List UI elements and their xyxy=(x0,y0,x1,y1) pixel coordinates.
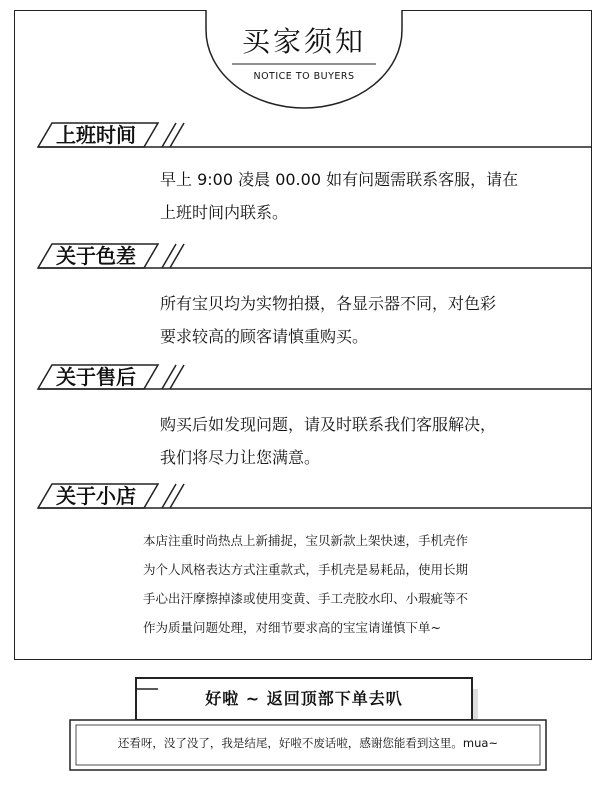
section-color-difference-line-1: 所有宝贝均为实物拍摄，各显示器不同，对色彩 xyxy=(160,294,497,313)
section-about-shop-line-3: 手心出汗摩擦掉漆或使用变黄、手工壳胶水印、小瑕疵等不 xyxy=(143,591,469,606)
section-about-shop-line-2: 为个人风格表达方式注重款式，手机壳是易耗品，使用长期 xyxy=(143,562,469,577)
footer-note: 还看呀，没了没了，我是结尾，好啦不废话啦，感谢您能看到这里。mua~ xyxy=(117,736,499,750)
section-color-difference-line-2: 要求较高的顾客请慎重购买。 xyxy=(160,327,369,346)
section-after-sales-line-2: 我们将尽力让您满意。 xyxy=(160,448,321,467)
section-label-about-shop: 关于小店 xyxy=(56,484,136,508)
section-label-color-difference: 关于色差 xyxy=(56,244,136,268)
section-after-sales-line-1: 购买后如发现问题，请及时联系我们客服解决， xyxy=(160,415,497,434)
back-to-top-button[interactable]: 好啦 ~ 返回顶部下单去叭 xyxy=(205,689,403,708)
section-label-work-hours: 上班时间 xyxy=(56,123,136,147)
page-subtitle: NOTICE TO BUYERS xyxy=(253,71,355,82)
section-about-shop-line-1: 本店注重时尚热点上新捕捉，宝贝新款上架快速，手机壳作 xyxy=(143,533,469,548)
section-work-hours-line-2: 上班时间内联系。 xyxy=(160,203,289,222)
section-label-after-sales: 关于售后 xyxy=(56,365,136,389)
section-work-hours-line-1: 早上 9:00 凌晨 00.00 如有问题需联系客服，请在 xyxy=(160,170,519,189)
section-about-shop-line-4: 作为质量问题处理，对细节要求高的宝宝请谨慎下单~ xyxy=(143,620,441,635)
page-title: 买家须知 xyxy=(241,25,366,58)
